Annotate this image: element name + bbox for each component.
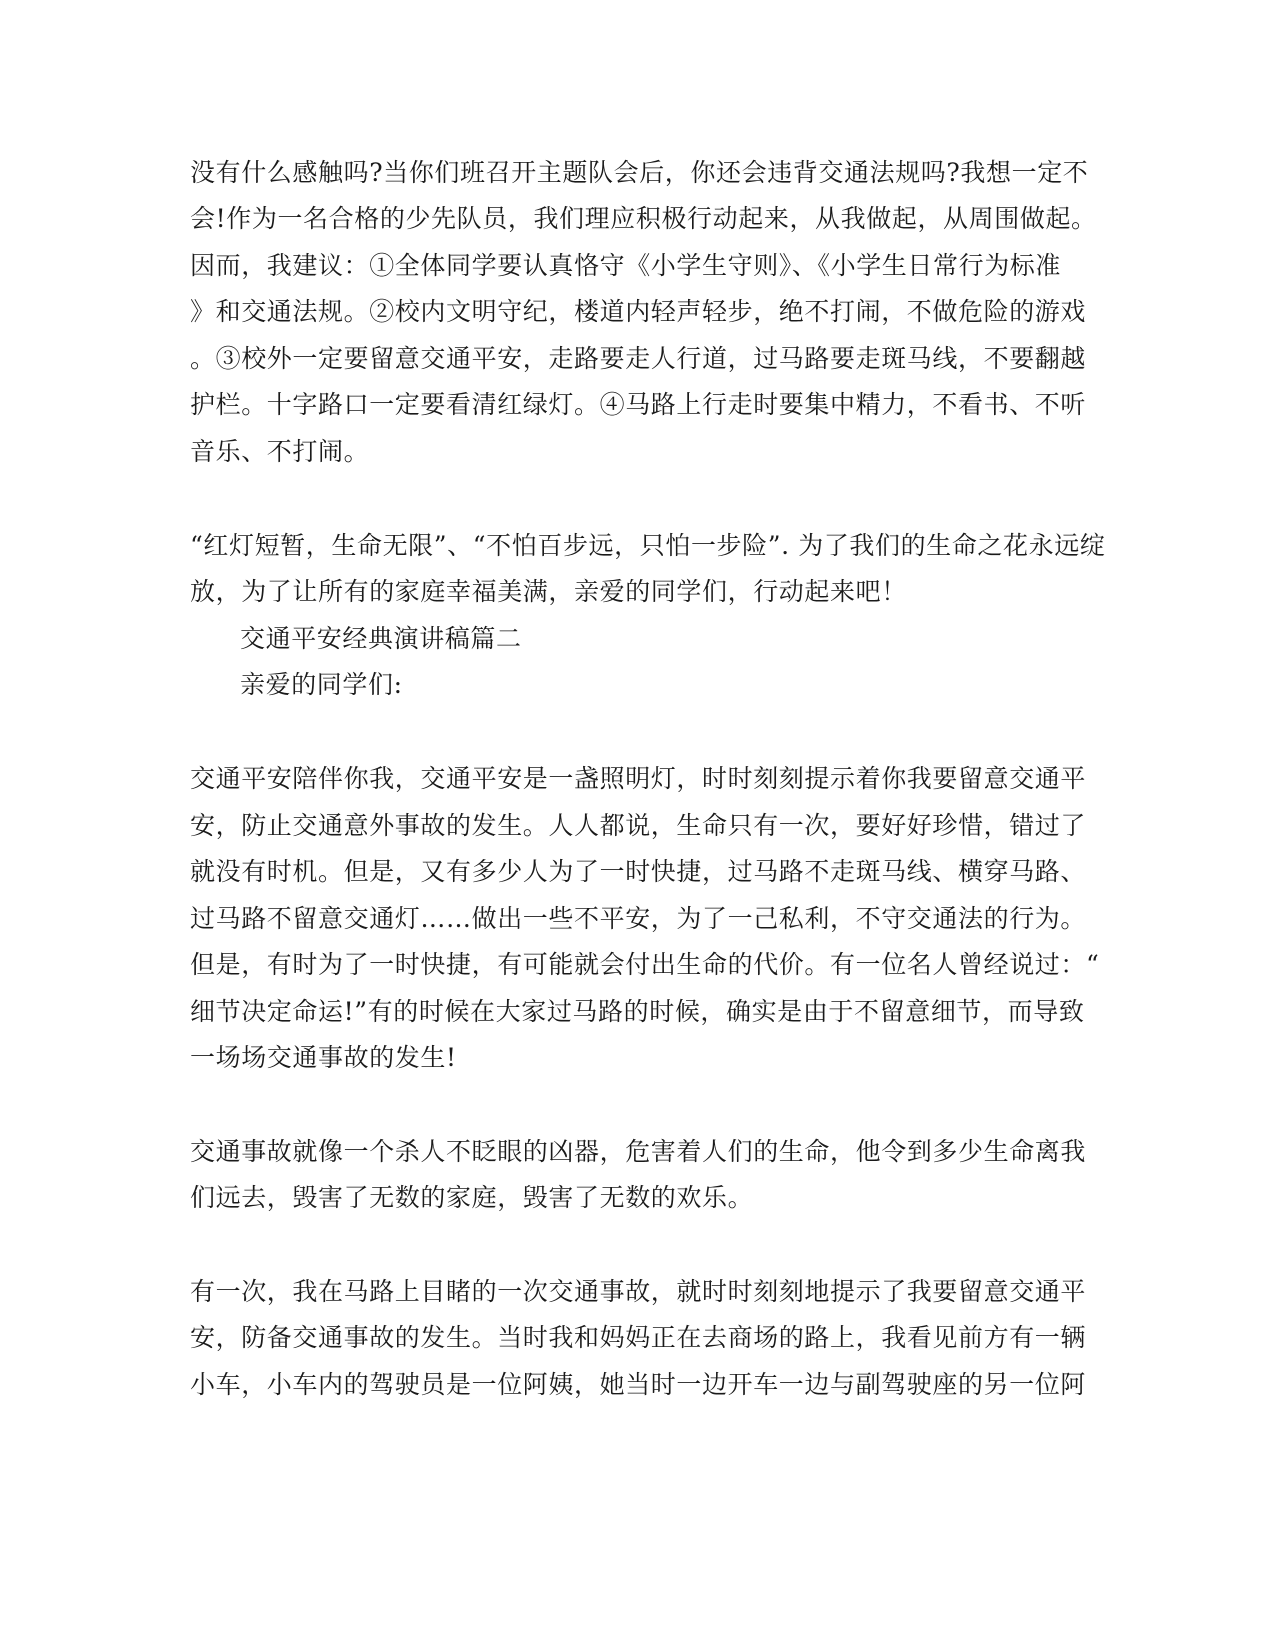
paragraph-1-line-2: 会!作为一名合格的少先队员，我们理应积极行动起来，从我做起，从周围做起。 xyxy=(190,204,1097,233)
paragraph-3-line-6: 细节决定命运!”有的时候在大家过马路的时候，确实是由于不留意细节，而导致 xyxy=(190,997,1085,1026)
paragraph-3-line-3: 就没有时机。但是，又有多少人为了一时快捷，过马路不走斑马线、横穿马路、 xyxy=(190,857,1087,886)
paragraph-5-line-2: 安，防备交通事故的发生。当时我和妈妈正在去商场的路上，我看见前方有一辆 xyxy=(190,1323,1087,1352)
paragraph-1-line-1: 没有什么感触吗?当你们班召开主题队会后，你还会违背交通法规吗?我想一定不 xyxy=(190,158,1089,187)
section-title: 交通平安经典演讲稿篇二 xyxy=(240,624,522,653)
salutation: 亲爱的同学们: xyxy=(240,670,403,699)
paragraph-3-line-4: 过马路不留意交通灯……做出一些不平安，为了一己私利，不守交通法的行为。 xyxy=(190,904,1087,933)
paragraph-3-line-7: 一场场交通事故的发生! xyxy=(190,1043,457,1072)
paragraph-1-line-3: 因而，我建议：①全体同学要认真恪守《小学生守则》、《小学生日常行为标准 xyxy=(190,251,1062,280)
paragraph-3-line-1: 交通平安陪伴你我，交通平安是一盏照明灯，时时刻刻提示着你我要留意交通平 xyxy=(190,764,1087,793)
paragraph-4-line-2: 们远去，毁害了无数的家庭，毁害了无数的欢乐。 xyxy=(190,1183,754,1212)
paragraph-1-line-7: 音乐、不打闹。 xyxy=(190,437,370,466)
paragraph-3-line-5: 但是，有时为了一时快捷，有可能就会付出生命的代价。有一位名人曾经说过：“ xyxy=(190,950,1100,979)
paragraph-4-line-1: 交通事故就像一个杀人不眨眼的凶器，危害着人们的生命，他令到多少生命离我 xyxy=(190,1137,1087,1166)
paragraph-5-line-1: 有一次，我在马路上目睹的一次交通事故，就时时刻刻地提示了我要留意交通平 xyxy=(190,1277,1087,1306)
paragraph-1-line-5: 。③校外一定要留意交通平安，走路要走人行道，过马路要走斑马线，不要翻越 xyxy=(190,344,1087,373)
paragraph-1-line-6: 护栏。十字路口一定要看清红绿灯。④马路上行走时要集中精力，不看书、不听 xyxy=(190,390,1087,419)
paragraph-2-line-1: “红灯短暂，生命无限”、“不怕百步远，只怕一步险”. 为了我们的生命之花永远绽 xyxy=(190,531,1106,560)
paragraph-3-line-2: 安，防止交通意外事故的发生。人人都说，生命只有一次，要好好珍惜，错过了 xyxy=(190,811,1087,840)
paragraph-2-line-2: 放，为了让所有的家庭幸福美满，亲爱的同学们，行动起来吧！ xyxy=(190,577,907,606)
paragraph-5-line-3: 小车，小车内的驾驶员是一位阿姨，她当时一边开车一边与副驾驶座的另一位阿 xyxy=(190,1370,1087,1399)
paragraph-1-line-4: 》和交通法规。②校内文明守纪，楼道内轻声轻步，绝不打闹，不做危险的游戏 xyxy=(190,297,1087,326)
